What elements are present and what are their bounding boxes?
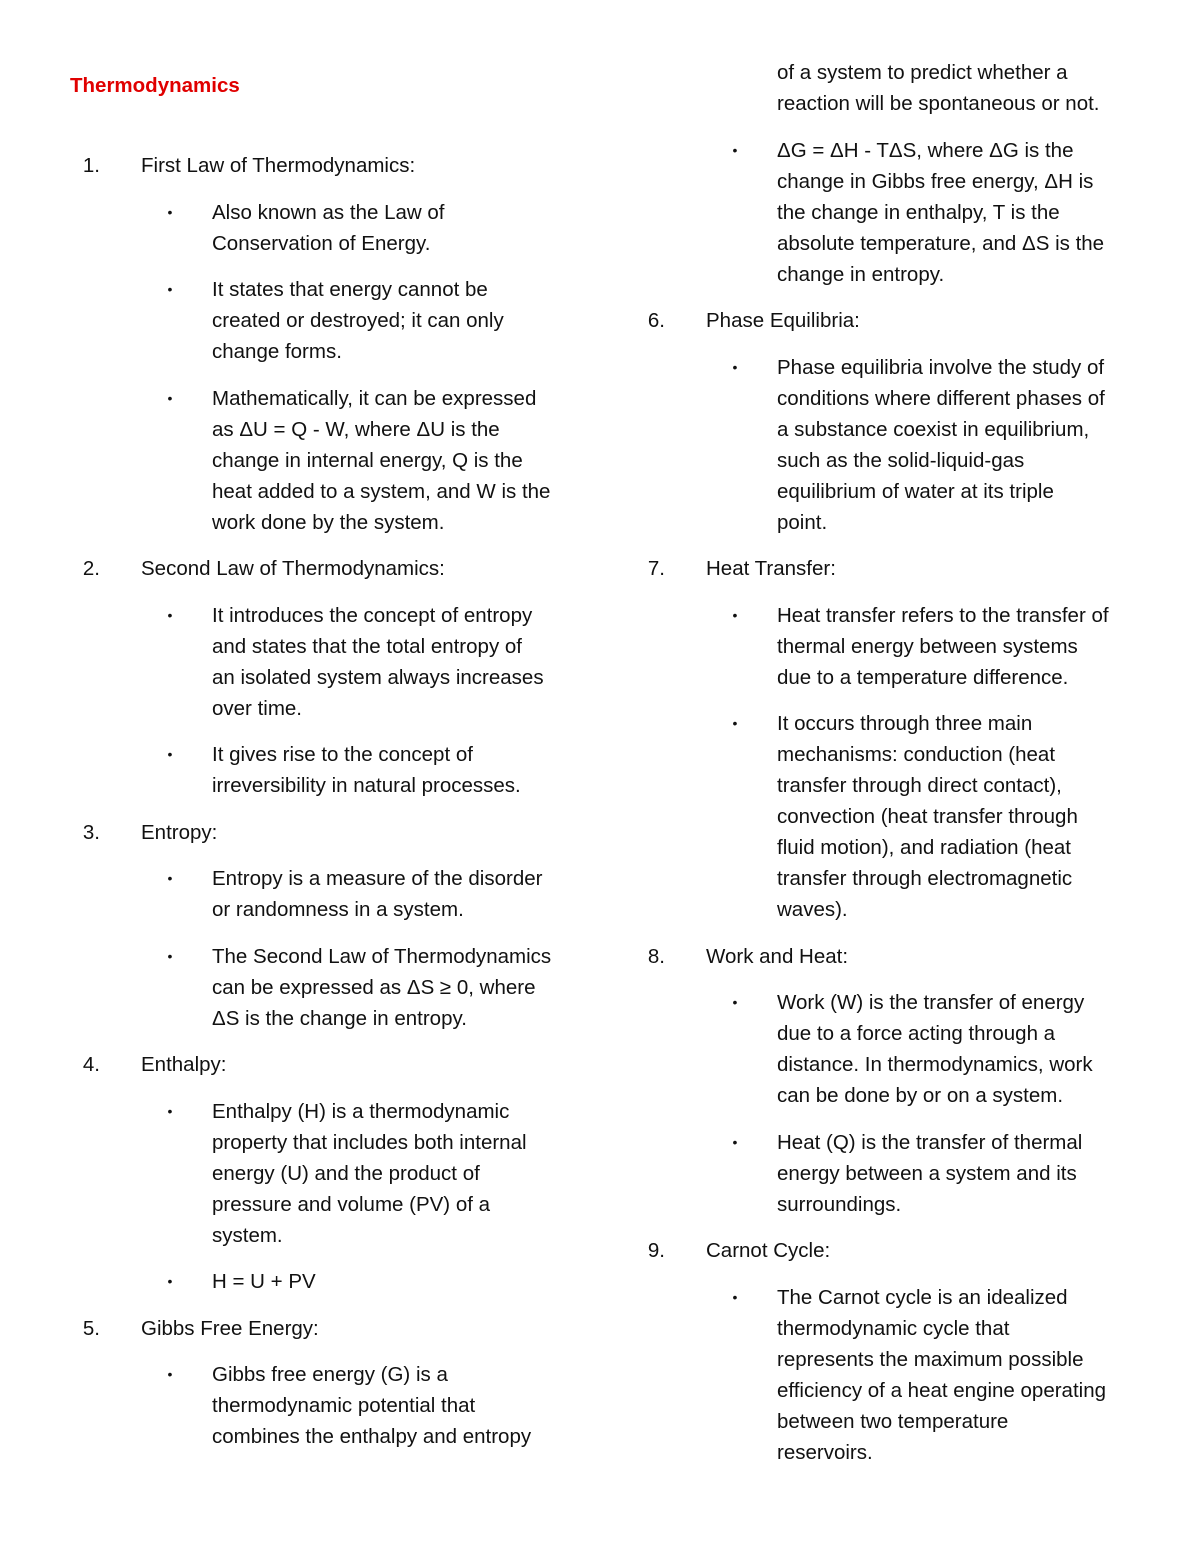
text-line: point. [777, 510, 828, 534]
bullet-icon: • [732, 715, 738, 731]
text-line: It gives rise to the concept of [212, 743, 473, 766]
bullet-item [212, 739, 521, 801]
text-line: or randomness in a system. [212, 898, 464, 921]
text-line: Gibbs free energy (G) is a [212, 1363, 448, 1386]
text-line: Entropy is a measure of the disorder [212, 867, 543, 890]
text-line: irreversibility in natural processes. [212, 774, 521, 797]
text-line: thermodynamic cycle that [777, 1316, 1010, 1340]
bullet-icon: • [167, 870, 173, 886]
bullet-icon: • [732, 606, 738, 623]
section-number: 5. [82, 1316, 100, 1340]
text-line: surroundings. [777, 1192, 902, 1216]
text-line: H = U + PV [212, 1270, 316, 1293]
section-title: Enthalpy: [141, 1053, 227, 1076]
text-line: distance. In thermodynamics, work [777, 1053, 1093, 1076]
text-line: energy between a system and its [777, 1161, 1077, 1185]
text-line: Heat transfer refers to the transfer of [777, 603, 1109, 627]
text-line: due to a force acting through a [777, 1022, 1056, 1045]
text-line: transfer through electromagnetic [777, 867, 1073, 890]
text-line: created or destroyed; it can only [212, 309, 504, 332]
bullet-icon: • [167, 389, 173, 406]
text-line: mechanisms: conduction (heat [777, 743, 1056, 766]
text-line: thermodynamic potential that [212, 1394, 476, 1417]
section-number: 1. [82, 154, 100, 177]
bullet-item [777, 135, 1104, 290]
bullet-item [212, 1359, 531, 1452]
text-line: Enthalpy (H) is a thermodynamic [212, 1099, 510, 1123]
text-line: represents the maximum possible [777, 1347, 1084, 1371]
bullet-continuation [777, 57, 1100, 119]
bullet-icon: • [732, 358, 738, 375]
text-line: The Second Law of Thermodynamics [212, 944, 552, 968]
text-line: due to a temperature difference. [777, 665, 1069, 689]
bullet-icon: • [167, 203, 173, 220]
text-line: equilibrium of water at its triple [777, 479, 1054, 503]
text-line: waves). [777, 898, 848, 921]
bullet-item [212, 383, 550, 538]
text-line: The Carnot cycle is an idealized [777, 1285, 1068, 1309]
text-line: between two temperature [777, 1409, 1009, 1433]
bullet-item [212, 274, 504, 367]
section-number: 8. [647, 944, 665, 968]
text-line: work done by the system. [212, 510, 445, 534]
section-number: 3. [82, 820, 100, 844]
section-number: 4. [82, 1053, 100, 1076]
text-line: property that includes both internal [212, 1130, 527, 1154]
bullet-item [212, 600, 544, 724]
text-line: over time. [212, 696, 302, 720]
section-number: 2. [82, 557, 100, 580]
bullet-icon: • [167, 281, 173, 297]
text-line: change in Gibbs free energy, ΔH is [777, 169, 1094, 193]
section-title: Phase Equilibria: [706, 309, 860, 332]
bullet-icon: • [167, 947, 173, 964]
text-line: thermal energy between systems [777, 634, 1078, 658]
bullet-icon: • [732, 994, 738, 1010]
text-line: change in entropy. [777, 262, 945, 286]
text-line: Also known as the Law of [212, 200, 445, 224]
text-line: absolute temperature, and ΔS is the [777, 231, 1105, 255]
text-line: reservoirs. [777, 1440, 873, 1464]
bullet-icon: • [732, 141, 738, 158]
text-line: Conservation of Energy. [212, 231, 431, 255]
text-line: Work (W) is the transfer of energy [777, 991, 1085, 1014]
section-title: Work and Heat: [706, 944, 849, 968]
bullet-icon: • [732, 1288, 738, 1305]
text-line: transfer through direct contact), [777, 774, 1062, 797]
text-line: It states that energy cannot be [212, 278, 488, 301]
text-line: efficiency of a heat engine operating [777, 1378, 1107, 1402]
section-title: Gibbs Free Energy: [141, 1316, 319, 1340]
text-line: ΔG = ΔH - TΔS, where ΔG is the [777, 138, 1074, 162]
text-line: a substance coexist in equilibrium, [777, 417, 1090, 441]
text-line: change in internal energy, Q is the [212, 448, 523, 472]
text-line: an isolated system always increases [212, 665, 544, 689]
section-title: Heat Transfer: [706, 557, 836, 580]
text-line: the change in enthalpy, T is the [777, 200, 1060, 224]
text-line: change forms. [212, 340, 342, 363]
bullet-item [212, 197, 444, 259]
bullet-item [777, 1127, 1082, 1220]
text-line: system. [212, 1223, 283, 1247]
text-line: reaction will be spontaneous or not. [777, 92, 1100, 115]
bullet-icon: • [167, 1102, 173, 1119]
text-line: fluid motion), and radiation (heat [777, 836, 1072, 859]
text-line: Heat (Q) is the transfer of thermal [777, 1130, 1083, 1154]
bullet-item [777, 600, 1109, 693]
bullet-item [212, 863, 542, 925]
section-title: Carnot Cycle: [706, 1239, 831, 1262]
bullet-item [777, 1282, 1106, 1468]
section-number: 7. [647, 557, 665, 580]
text-line: combines the enthalpy and entropy [212, 1425, 532, 1448]
text-line: convection (heat transfer through [777, 805, 1078, 828]
text-line: energy (U) and the product of [212, 1161, 480, 1185]
bullet-item [777, 708, 1078, 925]
text-line: pressure and volume (PV) of a [212, 1192, 491, 1216]
text-line: ΔS is the change in entropy. [212, 1006, 467, 1030]
text-line: Mathematically, it can be expressed [212, 386, 537, 410]
text-line: It introduces the concept of entropy [212, 603, 533, 627]
text-line: heat added to a system, and W is the [212, 479, 551, 503]
bullet-item [212, 1096, 527, 1251]
bullet-icon: • [167, 1366, 173, 1382]
document-title: Thermodynamics [70, 74, 240, 97]
text-line: as ΔU = Q - W, where ΔU is the [212, 417, 500, 441]
bullet-item [212, 941, 551, 1034]
bullet-item [777, 352, 1105, 538]
text-line: and states that the total entropy of [212, 634, 522, 658]
text-line: It occurs through three main [777, 712, 1033, 735]
bullet-icon: • [167, 606, 173, 623]
text-line: can be done by or on a system. [777, 1084, 1064, 1107]
bullet-icon: • [167, 1273, 173, 1289]
text-line: such as the solid-liquid-gas [777, 448, 1025, 472]
text-line: Phase equilibria involve the study of [777, 355, 1105, 379]
section-number: 6. [647, 309, 665, 332]
section-title: Entropy: [141, 820, 218, 844]
text-line: can be expressed as ΔS ≥ 0, where [212, 975, 536, 999]
bullet-item [777, 987, 1093, 1111]
section-title: First Law of Thermodynamics: [141, 154, 416, 177]
bullet-icon: • [732, 1133, 738, 1150]
section-number: 9. [647, 1239, 665, 1262]
bullet-item [212, 1266, 316, 1297]
text-line: of a system to predict whether a [777, 61, 1068, 84]
bullet-icon: • [167, 746, 173, 762]
section-title: Second Law of Thermodynamics: [141, 557, 445, 580]
text-line: conditions where different phases of [777, 386, 1105, 410]
